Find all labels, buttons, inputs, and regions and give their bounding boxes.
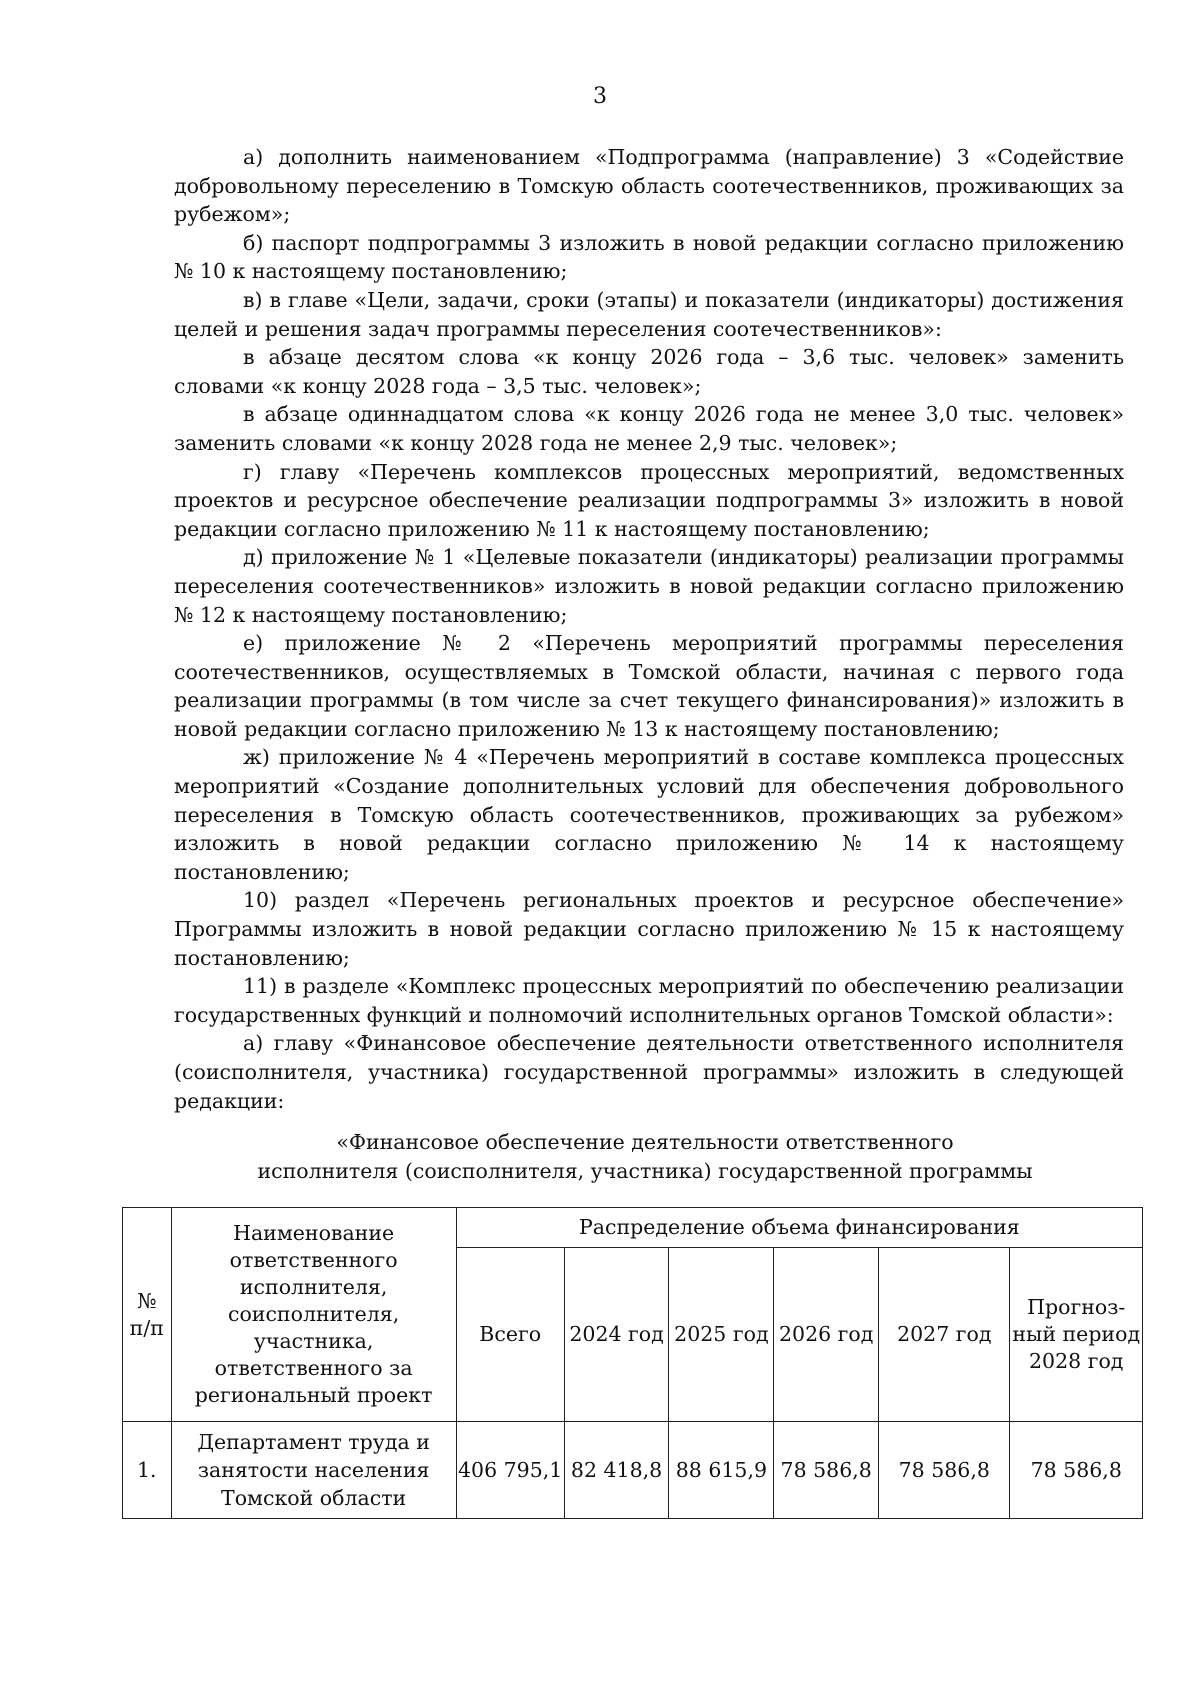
header-total: Всего [456,1248,564,1422]
paragraph: в) в главе «Цели, задачи, сроки (этапы) и показатели (индикаторы) достижения целей и решения задач программы переселения соотечественников»: [174,287,1124,341]
table-row [123,1422,1143,1519]
document-body [174,143,1124,1115]
cell-2024: 82 418,8 [564,1422,669,1519]
table-header-row [123,1208,1143,1248]
paragraph: а) главу «Финансовое обеспечение деятельности ответственного исполнителя (соисполнителя, участника) государственной программы» изложить в следующей редакции: [174,1031,1124,1113]
header-2027: 2027 год [879,1248,1010,1422]
cell-2025: 88 615,9 [669,1422,774,1519]
header-forecast: Прогноз-ный период 2028 год [1010,1248,1143,1422]
paragraph: ж) приложение № 4 «Перечень мероприятий в составе комплекса процессных мероприятий «Создание дополнительных условий для обеспечения добровольного переселения в Томскую область соотечественников, проживающих за рубежом» изложить в новой редакции согласно приложению № 14 к настоящему постановлению; [174,745,1124,884]
paragraph: 10) раздел «Перечень региональных проектов и ресурсное обеспечение» Программы изложить в новой редакции согласно приложению № 15 к настоящему постановлению; [174,888,1124,970]
header-financing-group: Распределение объема финансирования [456,1208,1142,1248]
cell-num: 1. [123,1422,172,1519]
header-2025: 2025 год [669,1248,774,1422]
header-name: Наименование ответственного исполнителя, соисполнителя, участника, ответственного за региональный проект [171,1208,456,1422]
header-2024: 2024 год [564,1248,669,1422]
paragraph: е) приложение № 2 «Перечень мероприятий программы переселения соотечественников, осуществляемых в Томской области, начиная с первого года реализации программы (в том числе за счет текущего финансирования)» изложить в новой редакции согласно приложению № 13 к настоящему постановлению; [174,631,1124,741]
cell-2026: 78 586,8 [774,1422,879,1519]
paragraph: в абзаце одиннадцатом слова «к концу 2026 года не менее 3,0 тыс. человек» заменить словами «к концу 2028 года не менее 2,9 тыс. человек»; [174,402,1124,455]
financing-table [122,1207,1143,1519]
paragraph: г) главу «Перечень комплексов процессных мероприятий, ведомственных проектов и ресурсное обеспечение реализации подпрограммы 3» изложить в новой редакции согласно приложению № 11 к настоящему постановлению; [174,459,1124,541]
table-title [120,1128,1170,1186]
page-number: 3 [593,84,607,109]
paragraph: д) приложение № 1 «Целевые показатели (индикаторы) реализации программы переселения соотечественников» изложить в новой редакции согласно приложению № 12 к настоящему постановлению; [174,545,1124,627]
paragraph: 11) в разделе «Комплекс процессных мероприятий по обеспечению реализации государственных функций и полномочий исполнительных органов Томской области»: [174,974,1124,1027]
paragraph: в абзаце десятом слова «к концу 2026 года – 3,6 тыс. человек» заменить словами «к концу 2028 года – 3,5 тыс. человек»; [174,345,1124,398]
cell-total: 406 795,1 [456,1422,564,1519]
paragraph: б) паспорт подпрограммы 3 изложить в новой редакции согласно приложению № 10 к настоящему постановлению; [174,230,1124,284]
cell-name: Департамент труда и занятости населения Томской области [171,1422,456,1519]
cell-2027: 78 586,8 [879,1422,1010,1519]
header-2026: 2026 год [774,1248,879,1422]
header-num: № п/п [123,1208,172,1422]
paragraph: а) дополнить наименованием «Подпрограмма (направление) 3 «Содействие добровольному переселению в Томскую область соотечественников, проживающих за рубежом»; [174,145,1124,227]
table-title-line: исполнителя (соисполнителя, участника) государственной программы [257,1159,1033,1183]
table-title-line: «Финансовое обеспечение деятельности ответственного [336,1130,954,1154]
cell-forecast: 78 586,8 [1010,1422,1143,1519]
